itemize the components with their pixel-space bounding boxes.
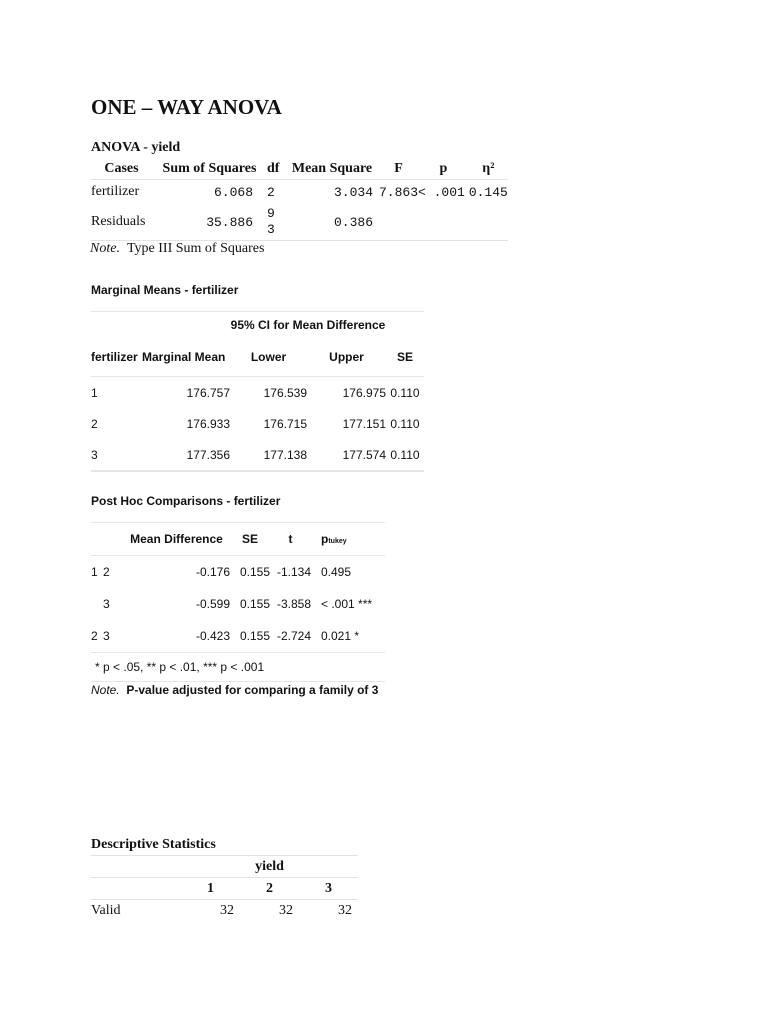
anova-cell-f: [379, 204, 418, 241]
ph-cell-se: 0.155: [239, 597, 270, 611]
ph-cell-b: 2: [103, 565, 110, 579]
anova-cell-p: < .001: [418, 184, 465, 200]
ph-cell-t: -1.134: [276, 565, 311, 579]
mm-header-row: [91, 338, 424, 377]
ds-level-header: 1: [181, 878, 240, 900]
mm-cell-upper: 177.151: [342, 416, 386, 431]
mm-cell-lower: 177.138: [230, 439, 307, 471]
anova-cell-p: [418, 204, 469, 241]
ph-cell-se: 0.155: [239, 565, 270, 579]
ph-footnote-row: [91, 653, 385, 682]
ds-cell-value: 32: [338, 902, 352, 918]
table-row: [91, 204, 508, 241]
ph-header-row: [91, 523, 385, 556]
anova-header-ss: Sum of Squares: [152, 158, 267, 180]
anova-header-df: df: [267, 158, 285, 180]
mm-cell-level: 3: [91, 439, 142, 471]
mm-cell-level: 1: [91, 385, 98, 400]
marginal-means-table: [91, 311, 424, 472]
ph-cell-se: 0.155: [239, 629, 270, 643]
ph-cell-a: 1: [91, 565, 98, 579]
ds-cell-value: 32: [279, 902, 293, 918]
table-row: [91, 588, 385, 620]
post-hoc-note-label: Note.: [91, 683, 120, 697]
anova-cell-df: [267, 204, 285, 241]
anova-cell-ms: 3.034: [333, 184, 373, 200]
mm-header-se: SE: [396, 350, 413, 364]
ds-group-header-row: [91, 856, 358, 878]
table-row: [91, 439, 424, 471]
table-row: [91, 556, 385, 589]
ph-cell-b: 3: [103, 629, 110, 643]
post-hoc-note: [91, 683, 378, 697]
anova-header-cases: Cases: [91, 158, 152, 180]
ph-cell-a: [91, 588, 103, 620]
ph-footnote: * p < .05, ** p < .01, *** p < .001: [91, 653, 385, 682]
ph-header-p: [311, 523, 385, 556]
mm-ci-header-row: [91, 312, 424, 339]
post-hoc-table: [91, 522, 385, 682]
ds-level-header: 3: [299, 878, 358, 900]
ph-header-p-main: p: [321, 532, 329, 546]
anova-cell-cases: fertilizer: [91, 184, 140, 199]
ph-cell-md: -0.176: [195, 565, 230, 579]
anova-cell-ss: 35.886: [152, 204, 267, 241]
table-row: [91, 620, 385, 653]
anova-note-label: Note.: [90, 241, 120, 256]
mm-cell-upper: 177.574: [307, 439, 386, 471]
ph-cell-t: -3.858: [276, 597, 311, 611]
anova-header-eta: η²: [469, 158, 508, 180]
ph-header-md: Mean Difference: [123, 523, 230, 556]
table-row: [91, 180, 508, 205]
mm-cell-se: 0.110: [390, 416, 420, 431]
anova-cell-ms: 0.386: [285, 204, 379, 241]
ph-cell-t: -2.724: [276, 629, 311, 643]
mm-cell-mean: 177.356: [142, 439, 230, 471]
post-hoc-note-text: P-value adjusted for comparing a family of 3: [126, 683, 379, 697]
ph-header-se: SE: [230, 523, 270, 556]
ph-cell-a: 2: [91, 629, 98, 643]
anova-header-f: F: [379, 158, 418, 180]
descriptives-caption: Descriptive Statistics: [91, 837, 216, 852]
mm-cell-lower: 176.539: [263, 385, 307, 400]
post-hoc-caption: Post Hoc Comparisons - fertilizer: [91, 494, 281, 508]
mm-header-fertilizer: fertilizer: [91, 350, 138, 364]
anova-cell-cases: Residuals: [91, 204, 152, 241]
mm-header-mean: Marginal Mean: [142, 350, 226, 364]
mm-cell-upper: 176.975: [342, 385, 386, 400]
marginal-means-caption: Marginal Means - fertilizer: [91, 283, 239, 297]
anova-table-caption: ANOVA - yield: [91, 140, 181, 155]
ph-cell-p: 0.021 *: [321, 629, 360, 643]
anova-header-p: p: [418, 158, 469, 180]
ds-level-header-row: [91, 878, 358, 900]
ph-cell-md: -0.423: [195, 629, 230, 643]
mm-header-upper: Upper: [329, 350, 364, 364]
mm-ci-header: 95% CI for Mean Difference: [230, 312, 386, 339]
ph-header-p-sub: tukey: [328, 538, 347, 545]
mm-cell-mean: 176.757: [186, 385, 230, 400]
ph-header-t: t: [270, 523, 311, 556]
page-title: ONE – WAY ANOVA: [91, 95, 282, 119]
anova-header-row: [91, 158, 508, 180]
ds-level-header: 2: [240, 878, 299, 900]
ds-row-label: Valid: [91, 902, 121, 918]
anova-note-text: Type III Sum of Squares: [126, 241, 265, 256]
anova-cell-f: 7.863: [379, 184, 419, 200]
anova-cell-df: 2: [267, 184, 275, 200]
table-row: [91, 408, 424, 439]
ph-cell-p: < .001 ***: [321, 597, 373, 611]
ds-cell-value: 32: [220, 902, 234, 918]
table-row: [91, 900, 358, 922]
anova-cell-eta: [469, 204, 508, 241]
anova-cell-ss: 6.068: [213, 184, 253, 200]
anova-note: [90, 241, 264, 257]
anova-header-ms: Mean Square: [285, 158, 379, 180]
mm-cell-lower: 176.715: [263, 416, 307, 431]
ph-cell-md: -0.599: [195, 597, 230, 611]
mm-cell-se: 0.110: [386, 439, 424, 471]
anova-cell-df-line1: 9: [267, 206, 275, 221]
descriptives-table: [91, 855, 358, 921]
table-row: [91, 377, 424, 409]
ph-cell-b: 3: [103, 597, 110, 611]
anova-table: [91, 158, 508, 241]
mm-cell-se: 0.110: [390, 385, 420, 400]
mm-cell-mean: 176.933: [186, 416, 230, 431]
mm-cell-level: 2: [91, 416, 98, 431]
ph-cell-p: 0.495: [321, 565, 352, 579]
mm-header-lower: Lower: [250, 350, 287, 364]
anova-cell-df-line2: 3: [267, 222, 275, 237]
anova-cell-eta: 0.145: [468, 184, 508, 200]
ds-group-header: yield: [181, 856, 358, 878]
